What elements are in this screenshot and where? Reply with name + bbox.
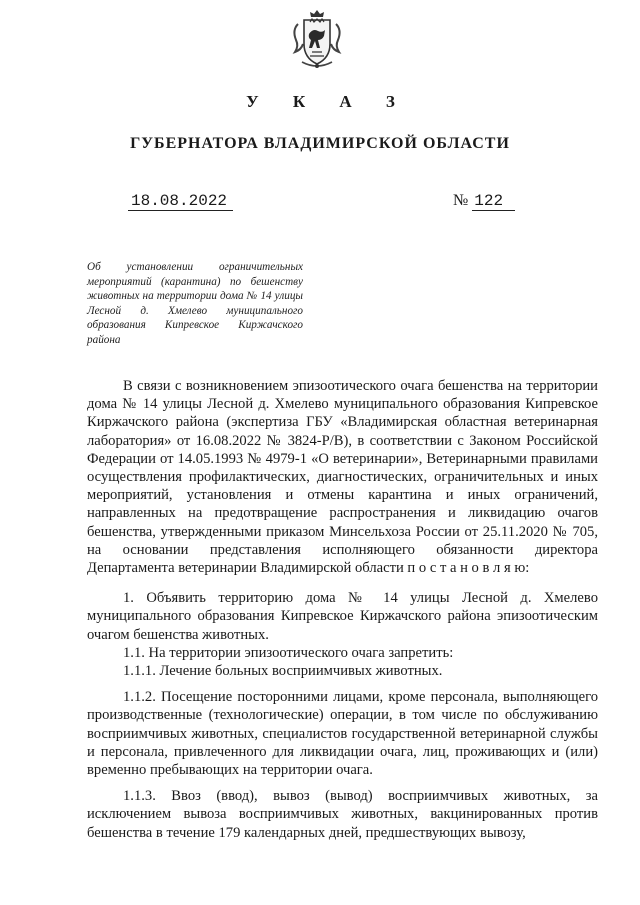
item-1-paragraph: 1. Объявить территорию дома № 14 улицы Лесной д. Хмелево муниципального образования Кипревское Киржачского района эпизоотическим очагом бешенства животных. <box>87 590 598 643</box>
item-1-1-2-paragraph: 1.1.2. Посещение посторонними лицами, кроме персонала, выполняющего производственные (технологические) операции, в том числе по обслуживанию восприимчивых животных, специалистов государственной ветеринарной службы и персонала, привлеченного для ликвидации очага, лиц, проживающих и (или) временно пребывающих на территории очага. <box>87 689 598 779</box>
decree-number-field <box>453 192 515 210</box>
item-1-1-1-paragraph: 1.1.1. Лечение больных восприимчивых животных. <box>123 663 443 680</box>
decree-title: У К А З <box>246 92 410 111</box>
decree-date: 18.08.2022 <box>128 192 233 211</box>
preamble-paragraph: В связи с возникновением эпизоотического очага бешенства на территории дома № 14 улицы Лесной д. Хмелево муниципального образования Кипревское Киржачского района (экспертиза ГБУ «Владимирская областная ветеринарная лаборатория» от 16.08.2022 № 3824-Р/В), в соответствии с Законом Российской Федерации от 14.05.1993 № 4979-1 «О ветеринарии», Ветеринарными правилами осуществления профилактических, диагностических, ограничительных и иных мероприятий, установления и отмены карантина и иных ограничений, направленных на предотвращение распространения и ликвидацию очагов бешенства, утвержденными приказом Минсельхоза России от 25.11.2020 № 705, на основании представления исполняющего обязанности директора Департамента ветеринарии Владимирской области п о с т а н о в л я ю: <box>87 378 598 577</box>
number-sign: № <box>453 192 469 209</box>
decree-number: 122 <box>472 192 515 211</box>
decree-subject: Об установлении ограничительных мероприятий (карантина) по бешенству животных на территории дома № 14 улицы Лесной д. Хмелево муниципального образования Кипревское Киржачского района <box>87 261 303 346</box>
item-1-1-3-paragraph: 1.1.3. Ввоз (ввод), вывоз (вывод) восприимчивых животных, за исключением вывоза восприимчивых животных, вакцинированных против бешенства в течение 179 календарных дней, предшествующих вывозу, <box>87 788 598 841</box>
decree-issuer: ГУБЕРНАТОРА ВЛАДИМИРСКОЙ ОБЛАСТИ <box>130 135 510 152</box>
coat-of-arms-icon <box>290 8 344 70</box>
decree-body <box>87 377 598 842</box>
item-1-1-paragraph: 1.1. На территории эпизоотического очага запретить: <box>123 644 454 661</box>
